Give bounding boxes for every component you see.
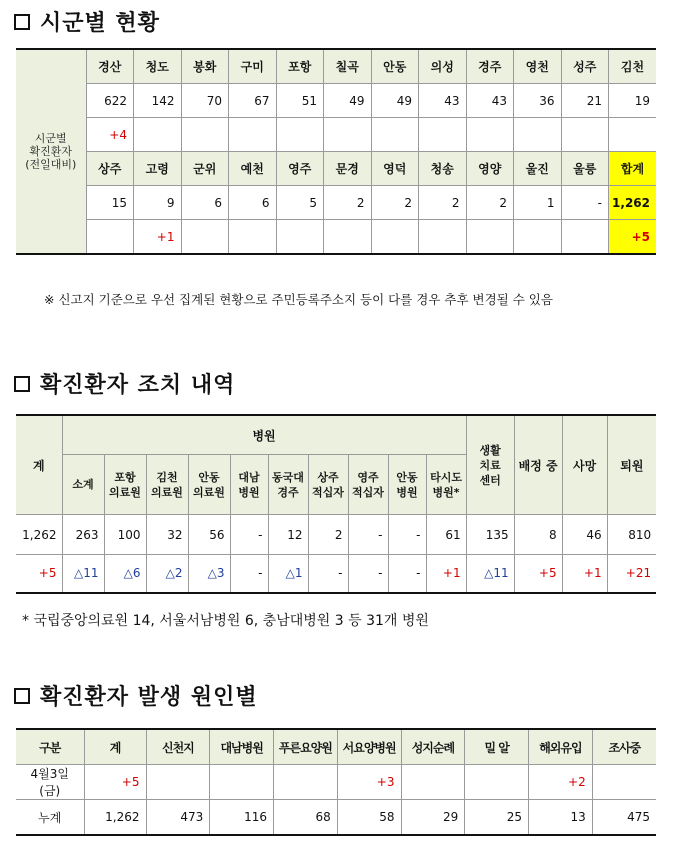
region-name: 예천 — [229, 152, 277, 186]
region-change: +1 — [134, 220, 182, 255]
patient-measures-table — [16, 414, 656, 594]
region-change — [371, 118, 419, 152]
region-count: 2 — [324, 186, 372, 220]
region-count: 9 — [134, 186, 182, 220]
region-name: 구미 — [229, 49, 277, 84]
region-name: 칠곡 — [324, 49, 372, 84]
cause-total-value: 68 — [274, 800, 338, 836]
hospital-subheader: 김천 의료원 — [146, 455, 188, 515]
hospital-subheader: 안동 의료원 — [188, 455, 230, 515]
region-count: 2 — [419, 186, 467, 220]
region-name: 봉화 — [181, 49, 229, 84]
region-name: 경산 — [86, 49, 134, 84]
measure-value: 46 — [562, 515, 607, 555]
region-change — [324, 220, 372, 255]
region-change — [466, 118, 514, 152]
cause-total-value: 58 — [337, 800, 401, 836]
region-name: 성주 — [561, 49, 609, 84]
region-name: 안동 — [371, 49, 419, 84]
measure-value: 61 — [426, 515, 466, 555]
cause-total-value: 29 — [401, 800, 465, 836]
region-count: 6 — [229, 186, 277, 220]
region-name: 영주 — [276, 152, 324, 186]
cause-table — [16, 728, 656, 836]
region-count: 622 — [86, 84, 134, 118]
measure-value: 810 — [607, 515, 656, 555]
region-change — [561, 118, 609, 152]
hospital-subheader: 대남 병원 — [230, 455, 268, 515]
measure-value: - — [388, 515, 426, 555]
measure-value: 8 — [514, 515, 562, 555]
region-name: 경주 — [466, 49, 514, 84]
region-change — [609, 118, 657, 152]
region-count: 70 — [181, 84, 229, 118]
region-count: 43 — [466, 84, 514, 118]
region-status-table — [16, 48, 656, 255]
region-change: +5 — [609, 220, 657, 255]
region-change — [466, 220, 514, 255]
cause-day-value: +2 — [529, 765, 593, 800]
region-name: 합계 — [609, 152, 657, 186]
cause-total-value: 25 — [465, 800, 529, 836]
hospital-subheader: 소계 — [62, 455, 104, 515]
measure-value: 100 — [104, 515, 146, 555]
region-change — [86, 220, 134, 255]
region-name: 영천 — [514, 49, 562, 84]
region-name: 군위 — [181, 152, 229, 186]
region-name: 울릉 — [561, 152, 609, 186]
side-label: 시군별 확진환자 (전일대비) — [16, 49, 86, 254]
cause-header: 성지순례 — [401, 729, 465, 765]
cause-day-value — [146, 765, 210, 800]
measure-value: 56 — [188, 515, 230, 555]
region-note: ※ 신고지 기준으로 우선 집계된 현황으로 주민등록주소지 등이 다를 경우 추후 변경될 수 있음 — [44, 292, 553, 307]
header-total: 계 — [16, 415, 62, 515]
section-title-text: 확진환자 조치 내역 — [40, 373, 236, 398]
region-change — [324, 118, 372, 152]
measure-change: △11 — [62, 555, 104, 593]
measure-change: +5 — [16, 555, 62, 593]
checkbox-square-icon — [14, 688, 30, 704]
cause-day-value — [401, 765, 465, 800]
header-death: 사망 — [562, 415, 607, 515]
cause-total-value: 13 — [529, 800, 593, 836]
section-title-measures — [14, 368, 235, 399]
cause-header: 밀 알 — [465, 729, 529, 765]
measure-value: 12 — [268, 515, 308, 555]
region-count: 2 — [371, 186, 419, 220]
region-count: 19 — [609, 84, 657, 118]
cause-total-value: 473 — [146, 800, 210, 836]
region-change — [419, 220, 467, 255]
measure-change: - — [308, 555, 348, 593]
cause-day-value — [210, 765, 274, 800]
region-change — [561, 220, 609, 255]
measure-change: △1 — [268, 555, 308, 593]
section-title-causes — [14, 680, 258, 711]
checkbox-square-icon — [14, 14, 30, 30]
hospital-subheader: 동국대 경주 — [268, 455, 308, 515]
measure-change: +1 — [426, 555, 466, 593]
region-change — [276, 220, 324, 255]
measure-change: - — [230, 555, 268, 593]
cause-header: 신천지 — [146, 729, 210, 765]
region-change — [419, 118, 467, 152]
region-count: 5 — [276, 186, 324, 220]
region-count: - — [561, 186, 609, 220]
measure-change: △6 — [104, 555, 146, 593]
hospital-subheader: 타시도 병원* — [426, 455, 466, 515]
cause-header: 조사중 — [592, 729, 656, 765]
cause-row-label: 누계 — [16, 800, 84, 836]
region-name: 영양 — [466, 152, 514, 186]
region-name: 김천 — [609, 49, 657, 84]
cause-day-value: +5 — [84, 765, 146, 800]
region-count: 49 — [324, 84, 372, 118]
measure-change: - — [388, 555, 426, 593]
region-change — [371, 220, 419, 255]
region-name: 울진 — [514, 152, 562, 186]
cause-day-value: +3 — [337, 765, 401, 800]
region-count: 51 — [276, 84, 324, 118]
region-name: 의성 — [419, 49, 467, 84]
region-count: 21 — [561, 84, 609, 118]
region-name: 영덕 — [371, 152, 419, 186]
cause-header: 서요양병원 — [337, 729, 401, 765]
region-count: 2 — [466, 186, 514, 220]
region-change — [181, 118, 229, 152]
region-count: 1,262 — [609, 186, 657, 220]
cause-header: 대남병원 — [210, 729, 274, 765]
section-title-region — [14, 6, 160, 37]
section-title-text: 시군별 현황 — [40, 11, 160, 36]
hospital-subheader: 포항 의료원 — [104, 455, 146, 515]
region-name: 고령 — [134, 152, 182, 186]
cause-row-label: 4월3일 (금) — [16, 765, 84, 800]
region-count: 36 — [514, 84, 562, 118]
measure-change: +21 — [607, 555, 656, 593]
measure-change: △11 — [466, 555, 514, 593]
header-hospital: 병원 — [62, 415, 466, 455]
region-name: 청도 — [134, 49, 182, 84]
header-living-center: 생활 치료 센터 — [466, 415, 514, 515]
header-assigning: 배정 중 — [514, 415, 562, 515]
measure-change: +5 — [514, 555, 562, 593]
cause-total-value: 1,262 — [84, 800, 146, 836]
measure-value: 263 — [62, 515, 104, 555]
cause-header: 구분 — [16, 729, 84, 765]
measure-value: 1,262 — [16, 515, 62, 555]
cause-header: 계 — [84, 729, 146, 765]
measure-change: △3 — [188, 555, 230, 593]
cause-day-value — [592, 765, 656, 800]
hospital-subheader: 안동 병원 — [388, 455, 426, 515]
measure-change: △2 — [146, 555, 188, 593]
region-change — [134, 118, 182, 152]
region-name: 문경 — [324, 152, 372, 186]
measure-value: - — [348, 515, 388, 555]
region-name: 포항 — [276, 49, 324, 84]
region-change — [514, 118, 562, 152]
measure-value: 135 — [466, 515, 514, 555]
region-name: 청송 — [419, 152, 467, 186]
region-count: 142 — [134, 84, 182, 118]
region-change — [514, 220, 562, 255]
region-change — [229, 220, 277, 255]
cause-total-value: 116 — [210, 800, 274, 836]
region-change: +4 — [86, 118, 134, 152]
hospital-note: * 국립중앙의료원 14, 서울서남병원 6, 충남대병원 3 등 31개 병원 — [22, 613, 429, 629]
region-count: 49 — [371, 84, 419, 118]
region-count: 43 — [419, 84, 467, 118]
measure-change: +1 — [562, 555, 607, 593]
cause-header: 푸른요양원 — [274, 729, 338, 765]
section-title-text: 확진환자 발생 원인별 — [40, 685, 258, 710]
cause-header: 해외유입 — [529, 729, 593, 765]
region-change — [181, 220, 229, 255]
hospital-subheader: 영주 적십자 — [348, 455, 388, 515]
region-count: 1 — [514, 186, 562, 220]
header-discharged: 퇴원 — [607, 415, 656, 515]
region-name: 상주 — [86, 152, 134, 186]
region-change — [276, 118, 324, 152]
cause-total-value: 475 — [592, 800, 656, 836]
region-count: 6 — [181, 186, 229, 220]
measure-change: - — [348, 555, 388, 593]
checkbox-square-icon — [14, 376, 30, 392]
hospital-subheader: 상주 적십자 — [308, 455, 348, 515]
measure-value: - — [230, 515, 268, 555]
region-change — [229, 118, 277, 152]
cause-day-value — [274, 765, 338, 800]
measure-value: 2 — [308, 515, 348, 555]
region-count: 15 — [86, 186, 134, 220]
region-count: 67 — [229, 84, 277, 118]
cause-day-value — [465, 765, 529, 800]
measure-value: 32 — [146, 515, 188, 555]
